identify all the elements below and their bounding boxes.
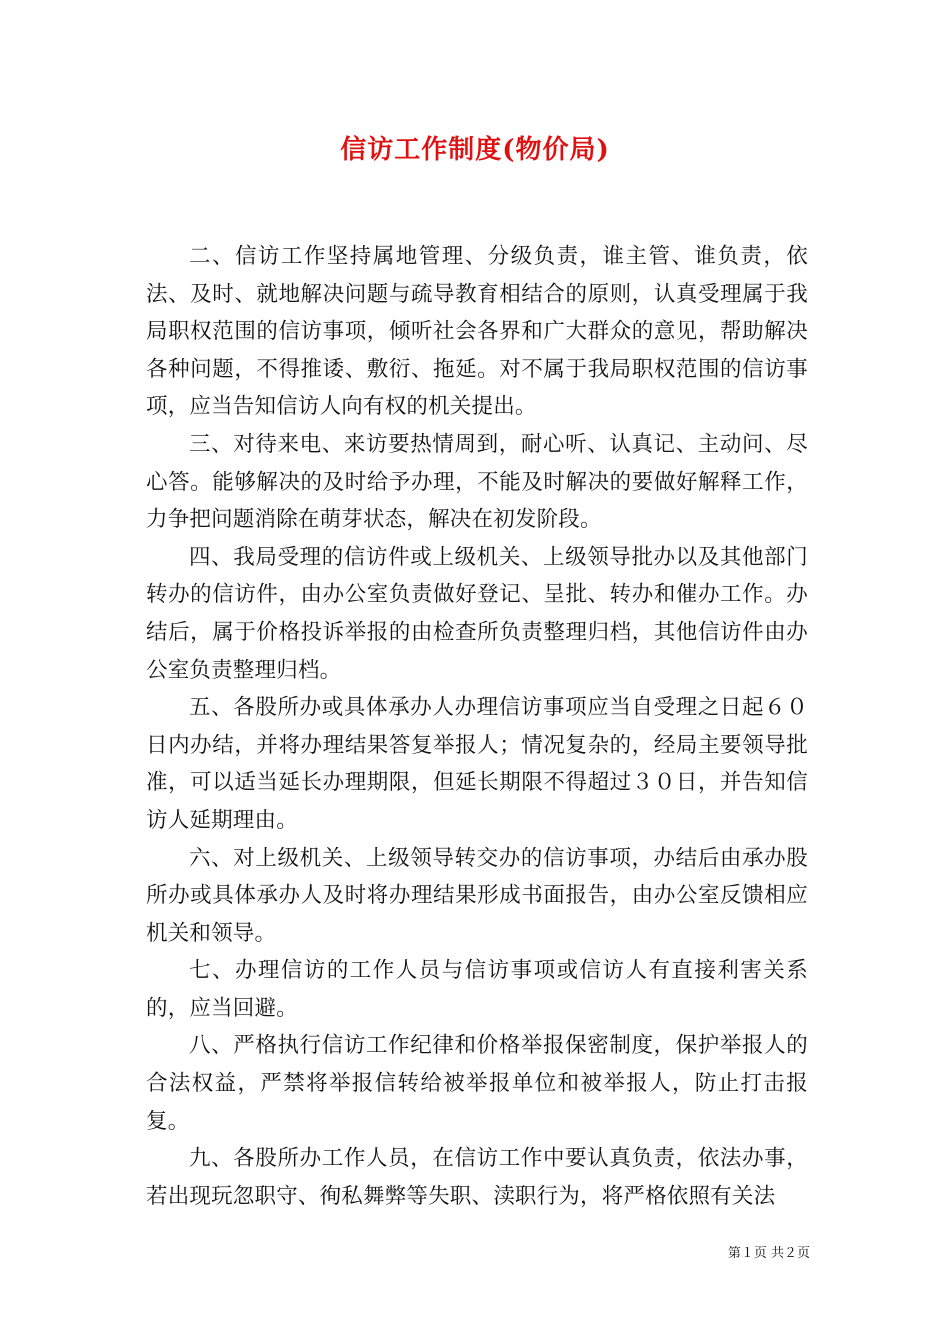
document-body xyxy=(146,238,808,1215)
paragraph-item-5: 五、各股所办或具体承办人办理信访事项应当自受理之日起６０日内办结，并将办理结果答复举报人；情况复杂的，经局主要领导批准，可以适当延长办理期限，但延长期限不得超过３０日，并告知信访人延期理由。 xyxy=(146,695,808,833)
paragraph-item-3: 三、对待来电、来访要热情周到，耐心听、认真记、主动问、尽心答。能够解决的及时给予办理，不能及时解决的要做好解释工作，力争把问题消除在萌芽状态，解决在初发阶段。 xyxy=(146,431,808,533)
paragraph-item-4: 四、我局受理的信访件或上级机关、上级领导批办以及其他部门转办的信访件，由办公室负责做好登记、呈批、转办和催办工作。办结后，属于价格投诉举报的由检查所负责整理归档，其他信访件由办公室负责整理归档。 xyxy=(146,544,808,683)
paragraph-item-8: 八、严格执行信访工作纪律和价格举报保密制度，保护举报人的合法权益，严禁将举报信转给被举报单位和被举报人，防止打击报复。 xyxy=(146,1033,808,1134)
paragraph-item-9: 九、各股所办工作人员，在信访工作中要认真负责，依法办事，若出现玩忽职守、徇私舞弊等失职、渎职行为，将严格依照有关法 xyxy=(146,1146,808,1209)
paragraph-item-2: 二、信访工作坚持属地管理、分级负责，谁主管、谁负责，依法、及时、就地解决问题与疏导教育相结合的原则，认真受理属于我局职权范围的信访事项，倾听社会各界和广大群众的意见，帮助解决各种问题，不得推诿、敷衍、拖延。对不属于我局职权范围的信访事项，应当告知信访人向有权的机关提出。 xyxy=(146,244,808,420)
document-title: 信访工作制度(物价局) xyxy=(340,135,610,165)
paragraph-item-7: 七、办理信访的工作人员与信访事项或信访人有直接利害关系的，应当回避。 xyxy=(146,958,808,1021)
page-number-footer: 第１页 共２页 xyxy=(727,1246,810,1261)
paragraph-item-6: 六、对上级机关、上级领导转交办的信访事项，办结后由承办股所办或具体承办人及时将办理结果形成书面报告，由办公室反馈相应机关和领导。 xyxy=(146,845,808,946)
